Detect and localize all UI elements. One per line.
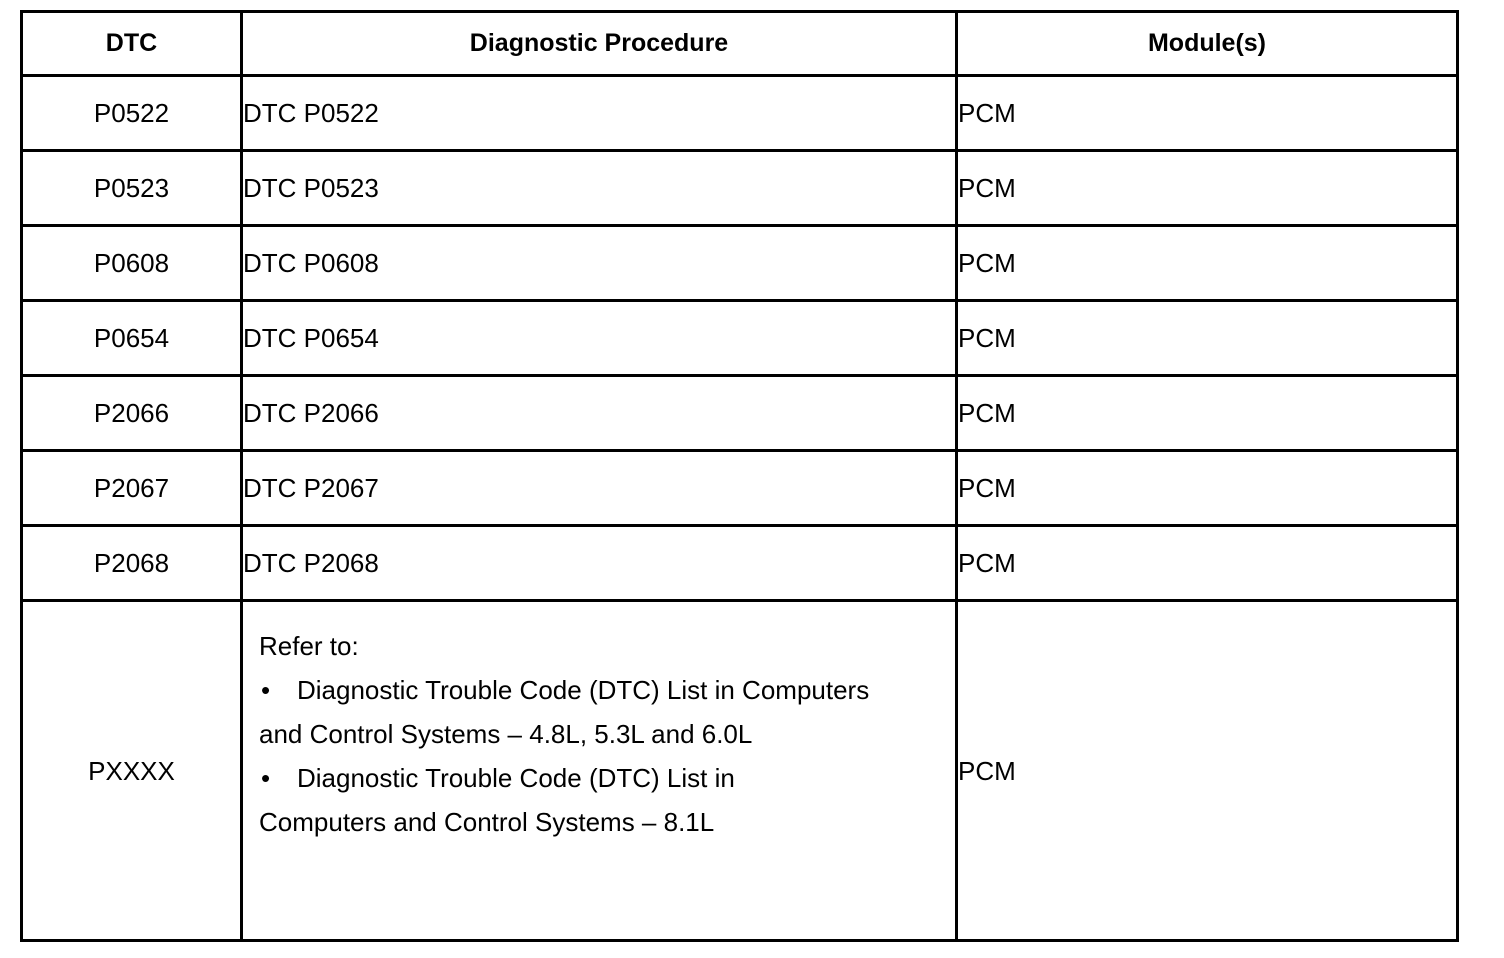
module-text: PCM — [957, 601, 1458, 941]
header-diagnostic-procedure: Diagnostic Procedure — [242, 12, 957, 76]
module-text: PCM — [957, 526, 1458, 601]
module-text: PCM — [957, 76, 1458, 151]
dtc-code: P0608 — [22, 226, 242, 301]
module-text: PCM — [957, 376, 1458, 451]
module-text: PCM — [957, 151, 1458, 226]
procedure-text: DTC P0654 — [242, 301, 957, 376]
dtc-code: P0654 — [22, 301, 242, 376]
bullet-icon: • — [261, 675, 271, 705]
refer-intro: Refer to: — [259, 631, 359, 661]
table-row — [22, 226, 1458, 301]
table-row-generic — [22, 601, 1458, 941]
dtc-code: P0523 — [22, 151, 242, 226]
module-text: PCM — [957, 226, 1458, 301]
module-text: PCM — [957, 451, 1458, 526]
dtc-code: P2068 — [22, 526, 242, 601]
procedure-text: DTC P2067 — [242, 451, 957, 526]
dtc-table — [20, 10, 1459, 942]
procedure-text: DTC P0523 — [242, 151, 957, 226]
bullet-icon: • — [261, 763, 271, 793]
procedure-text: DTC P2066 — [242, 376, 957, 451]
reference-item-line — [259, 800, 915, 844]
reference-link-text: Diagnostic Trouble Code (DTC) List in — [297, 763, 735, 793]
header-dtc: DTC — [22, 12, 242, 76]
reference-link-text: and Control Systems – 4.8L, 5.3L and 6.0L — [259, 719, 753, 749]
dtc-code: P2066 — [22, 376, 242, 451]
table-row — [22, 76, 1458, 151]
table-row — [22, 526, 1458, 601]
procedure-text: DTC P0522 — [242, 76, 957, 151]
table-row — [22, 151, 1458, 226]
reference-link-text: Computers and Control Systems – 8.1L — [259, 807, 715, 837]
procedure-text: DTC P0608 — [242, 226, 957, 301]
reference-link-text: Diagnostic Trouble Code (DTC) List in Computers — [297, 675, 870, 705]
module-text: PCM — [957, 301, 1458, 376]
table-row — [22, 301, 1458, 376]
table-row — [22, 451, 1458, 526]
reference-item-line — [259, 756, 915, 800]
procedure-text: DTC P2068 — [242, 526, 957, 601]
dtc-code: PXXXX — [22, 601, 242, 941]
dtc-code: P2067 — [22, 451, 242, 526]
table-header-row — [22, 12, 1458, 76]
reference-item-line — [259, 668, 915, 712]
table-row — [22, 376, 1458, 451]
reference-item-line — [259, 712, 915, 756]
header-modules: Module(s) — [957, 12, 1458, 76]
dtc-code: P0522 — [22, 76, 242, 151]
procedure-reference — [242, 601, 957, 941]
